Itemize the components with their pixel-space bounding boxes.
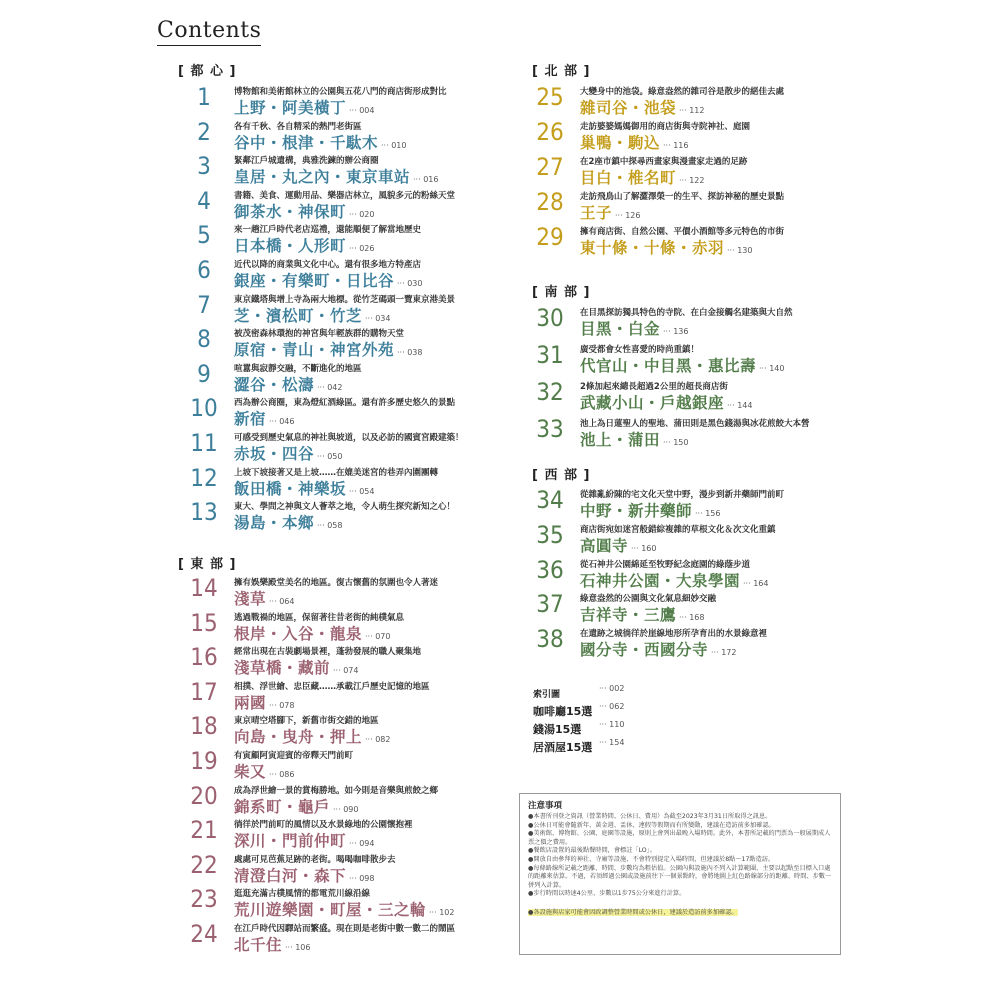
- entry-number: 24: [190, 920, 218, 948]
- notes-box: [519, 793, 841, 955]
- entry-area-name: 武藏小山・戶越銀座: [580, 394, 725, 412]
- entry-area-name: 荒川遊樂園・町屋・三之輪: [234, 901, 427, 919]
- entry-description: 成為浮世繪一景的賞梅勝地。如今則是音樂與煎餃之鄉: [234, 786, 439, 796]
- entry-number: 38: [536, 625, 564, 653]
- entry-description: 書籍、美食、運動用品、樂器店林立，風貌多元的粉絲天堂: [234, 191, 456, 201]
- page-title: Contents: [157, 18, 262, 43]
- entry-page-number: ··· 160: [631, 544, 657, 553]
- entry-number: 20: [190, 782, 218, 810]
- entry-page-number: ··· 070: [365, 632, 391, 641]
- index-label: 咖啡廳15選: [533, 705, 593, 718]
- entry-number: 32: [536, 378, 564, 406]
- entry-description: 上坡下坡接著又是上坡……在媲美迷宮的巷弄內圍團轉: [234, 468, 439, 478]
- section-heading-west: [ 西 部 ]: [532, 468, 591, 483]
- entry-page-number: ··· 042: [317, 383, 343, 392]
- note-item-highlight: ●各設施與店家可能會因政調整營業時間或公休日，建議於造訪前多加確認。: [528, 908, 738, 916]
- entry-description: 2條加起來總長超過2公里的超長商店街: [580, 382, 728, 392]
- entry-number: 29: [536, 223, 564, 251]
- entry-number: 5: [197, 221, 211, 249]
- entry-page-number: ··· 074: [333, 666, 359, 675]
- entry-page-number: ··· 140: [759, 364, 785, 373]
- entry-area-name: 巢鴨・駒込: [580, 134, 661, 152]
- entry-number: 15: [190, 609, 218, 637]
- entry-page-number: ··· 144: [727, 401, 753, 410]
- entry-page-number: ··· 102: [429, 908, 455, 917]
- entry-number: 17: [190, 678, 218, 706]
- entry-page-number: ··· 126: [615, 211, 641, 220]
- entry-page-number: ··· 030: [397, 279, 423, 288]
- entry-description: 大變身中的池袋。綠意盎然的雜司谷是散步的絕佳去處: [580, 87, 785, 97]
- entry-number: 31: [536, 341, 564, 369]
- entry-number: 34: [536, 486, 564, 514]
- entry-page-number: ··· 156: [695, 509, 721, 518]
- entry-area-name: 北千住: [234, 936, 283, 954]
- section-heading-central: [ 都 心 ]: [178, 64, 237, 79]
- entry-area-name: 東十條・十條・赤羽: [580, 239, 725, 257]
- entry-number: 12: [190, 464, 218, 492]
- entry-description: 東大、學問之神與文人薈萃之地，令人萌生探究新知之心！: [234, 502, 456, 512]
- entry-page-number: ··· 058: [317, 521, 343, 530]
- entry-page-number: ··· 136: [663, 327, 689, 336]
- notes-title: 注意事項: [528, 801, 563, 811]
- entry-area-name: 御茶水・神保町: [234, 203, 347, 221]
- entry-description: 商店街宛如迷宮般錯綜複雜的草根文化＆次文化重鎮: [580, 525, 776, 535]
- entry-description: 在2座市鎮中探尋西畫家與漫畫家走過的足跡: [580, 157, 748, 167]
- entry-description: 喧囂與寂靜交融，不斷進化的地區: [234, 364, 362, 374]
- entry-area-name: 池上・蒲田: [580, 431, 661, 449]
- note-item: ●美術館、博物館、公園、庭園等設施，原則上會列出最晚入場時間。此外，本書所記載的門票為一般展期成人票之價之費用。: [528, 830, 831, 846]
- entry-page-number: ··· 046: [269, 417, 295, 426]
- entry-number: 14: [190, 574, 218, 602]
- entry-number: 28: [536, 188, 564, 216]
- entry-number: 37: [536, 590, 564, 618]
- index-row-cafe[interactable]: [533, 700, 693, 718]
- entry-area-name: 赤坂・四谷: [234, 445, 315, 463]
- entry-area-name: 柴又: [234, 763, 267, 781]
- entry-description: 西為辦公商圈，東為燈紅酒綠區。還有許多歷史悠久的景點: [234, 398, 456, 408]
- note-item: ●公休日可能會隨新年、黃金週、盂休、連假等假期而有所變動，建議在造訪前多加確認。: [528, 821, 775, 829]
- entry-area-name: 芝・濱松町・竹芝: [234, 307, 363, 325]
- entry-area-name: 王子: [580, 204, 613, 222]
- entry-page-number: ··· 054: [349, 487, 375, 496]
- entry-area-name: 代官山・中目黑・惠比壽: [580, 357, 757, 375]
- entry-area-name: 深川・門前仲町: [234, 832, 347, 850]
- entry-page-number: ··· 090: [333, 805, 359, 814]
- entry-area-name: 目黑・白金: [580, 320, 661, 338]
- entry-number: 30: [536, 304, 564, 332]
- entry-area-name: 淺草橋・藏前: [234, 659, 331, 677]
- section-heading-east: [ 東 部 ]: [178, 557, 237, 572]
- entry-area-name: 清澄白河・森下: [234, 867, 347, 885]
- entry-number: 23: [190, 885, 218, 913]
- entry-description: 東京晴空塔腳下，新舊市街交錯的地區: [234, 716, 379, 726]
- entry-page-number: ··· 164: [743, 579, 769, 588]
- entry-number: 1: [197, 83, 211, 111]
- entry-page-number: ··· 038: [397, 348, 423, 357]
- entry-number: 11: [190, 429, 218, 457]
- entry-description: 在目黑探訪獨具特色的寺院、在白金接觸名建築與大自然: [580, 308, 793, 318]
- entry-area-name: 淺草: [234, 590, 267, 608]
- entry-number: 8: [197, 325, 211, 353]
- entry-description: 東京鐵塔與增上寺為兩大地標。從竹芝碼頭一覽東京港美景: [234, 295, 456, 305]
- entry-description: 被茂密森林環抱的神宮與年輕族群的購物天堂: [234, 329, 405, 339]
- entry-description: 逃過戰禍的地區，保留著往昔老街的純樸氣息: [234, 613, 405, 623]
- entry-description: 在江戶時代因驛站而繁盛。現在則是老街中數一數二的鬧區: [234, 924, 456, 934]
- section-heading-north: [ 北 部 ]: [532, 64, 591, 79]
- entry-page-number: ··· 050: [317, 452, 343, 461]
- entry-page-number: ··· 116: [663, 141, 689, 150]
- entry-description: 走訪飛鳥山了解澀澤榮一的生平、探訪神秘的歷史景點: [580, 192, 785, 202]
- entry-page-number: ··· 098: [349, 874, 375, 883]
- entry-description: 近代以降的商業與文化中心。還有很多地方特產店: [234, 260, 422, 270]
- entry-page-number: ··· 064: [269, 597, 295, 606]
- entry-description: 各有千秋、各自精采的熱門老街區: [234, 122, 362, 132]
- entry-number: 26: [536, 118, 564, 146]
- note-item: ●步行時間以時速4公里、步數以1步75公分來進行計算。: [528, 890, 686, 898]
- entry-area-name: 澀谷・松濤: [234, 376, 315, 394]
- entry-area-name: 谷中・根津・千駄木: [234, 134, 379, 152]
- entry-area-name: 吉祥寺・三鷹: [580, 606, 677, 624]
- entry-description: 徜徉於門前町的風情以及水景綠地的公園懷抱裡: [234, 820, 413, 830]
- note-item: ●每條路線所記載之距離、時間、步數均為粗估值。公園內與設施內不列入計算範圍，主要以起點至目標入口處的距離來估算。不過，若須經過公園或設施前往下一個景點時，會將地圖上紅色路線部分的距離、時間、步數一併列入計算。: [528, 864, 832, 889]
- entry-number: 22: [190, 851, 218, 879]
- entry-page-number: ··· 150: [663, 438, 689, 447]
- entry-description: 從石神井公園綿延至牧野紀念庭園的綠蔭步道: [580, 560, 751, 570]
- entry-number: 36: [536, 556, 564, 584]
- entry-description: 綠意盎然的公園與文化氣息細妙交融: [580, 594, 717, 604]
- entry-area-name: 銀座・有樂町・日比谷: [234, 272, 395, 290]
- index-page: ··· 062: [599, 702, 625, 711]
- note-item: ●餐飲店設置的最後點餐時間，會標註「LO」。: [528, 847, 656, 855]
- entry-number: 35: [536, 521, 564, 549]
- entry-area-name: 日本橋・人形町: [234, 237, 347, 255]
- entry-description: 廣受都會女性喜愛的時尚重鎮！: [580, 345, 700, 355]
- entry-number: 33: [536, 415, 564, 443]
- entry-description: 池上為日蓮聖人的聖地、蒲田則是黑色錢湯與冰花煎餃大本營: [580, 419, 810, 429]
- entry-description: 擁有娛樂殿堂美名的地區。復古懷舊的氛圍也令人著迷: [234, 578, 439, 588]
- entry-description: 經常出現在古裝劇場景裡，蓬勃發展的職人聚集地: [234, 647, 422, 657]
- entry-page-number: ··· 082: [365, 735, 391, 744]
- entry-page-number: ··· 010: [381, 141, 407, 150]
- entry-description: 可感受到歷史氣息的神社與坡道，以及必訪的國賓宮殿建築！: [234, 433, 464, 443]
- entry-number: 9: [197, 360, 211, 388]
- entry-page-number: ··· 086: [269, 770, 295, 779]
- entry-area-name: 上野・阿美橫丁: [234, 99, 347, 117]
- entry-description: 逛逛充滿古樸風情的都電荒川線沿線: [234, 889, 371, 899]
- entry-description: 有寅顧阿寅迎賓的帝釋天門前町: [234, 751, 354, 761]
- entry-description: 走訪婆婆媽媽御用的商店街與寺院神社、庭園: [580, 122, 751, 132]
- entry-page-number: ··· 122: [679, 176, 705, 185]
- entry-area-name: 錦系町・龜戶: [234, 798, 331, 816]
- entry-page-number: ··· 004: [349, 106, 375, 115]
- entry-area-name: 石神井公園・大泉學園: [580, 572, 741, 590]
- entry-page-number: ··· 112: [679, 106, 705, 115]
- entry-number: 27: [536, 153, 564, 181]
- entry-page-number: ··· 026: [349, 244, 375, 253]
- note-item: ●本書所刊登之資訊（營業時間、公休日、費用）為截至2023年3月31日所取得之訊息。: [528, 813, 772, 820]
- entry-area-name: 新宿: [234, 410, 267, 428]
- entry-page-number: ··· 094: [349, 839, 375, 848]
- entry-description: 來一趟江戶時代老店巡禮，還能順便了解當地歷史: [234, 225, 422, 235]
- entry-page-number: ··· 106: [285, 943, 311, 952]
- entry-page-number: ··· 020: [349, 210, 375, 219]
- index-row-sento[interactable]: [533, 718, 693, 736]
- entry-number: 7: [197, 291, 211, 319]
- entry-area-name: 兩國: [234, 694, 267, 712]
- index-label: 錢湯15選: [533, 723, 582, 736]
- entry-number: 4: [197, 187, 211, 215]
- entry-page-number: ··· 016: [413, 175, 439, 184]
- index-label: 索引圖: [533, 690, 561, 700]
- entry-area-name: 湯島・本鄉: [234, 514, 315, 532]
- entry-area-name: 目白・椎名町: [580, 169, 677, 187]
- entry-area-name: 皇居・丸之內・東京車站: [234, 168, 411, 186]
- entry-area-name: 根岸・入谷・龍泉: [234, 625, 363, 643]
- entry-number: 25: [536, 83, 564, 111]
- entry-area-name: 國分寺・西國分寺: [580, 641, 709, 659]
- entry-number: 21: [190, 816, 218, 844]
- index-page: ··· 002: [599, 684, 625, 693]
- entry-number: 3: [197, 152, 211, 180]
- entry-description: 博物館和美術館林立的公園與五花八門的商店街形成對比: [234, 87, 447, 97]
- entry-page-number: ··· 078: [269, 701, 295, 710]
- entry-number: 2: [197, 118, 211, 146]
- entry-number: 13: [190, 498, 218, 526]
- entry-area-name: 中野・新井藥師: [580, 502, 693, 520]
- index-row-map[interactable]: [533, 682, 693, 700]
- entry-page-number: ··· 034: [365, 314, 391, 323]
- entry-description: 擁有商店街、自然公園、平價小酒館等多元特色的市街: [580, 227, 785, 237]
- entry-area-name: 向島・曳舟・押上: [234, 728, 363, 746]
- entry-description: 緊鄰江戶城遺構，典雅洗鍊的辦公商圈: [234, 156, 379, 166]
- index-page: ··· 154: [599, 738, 625, 747]
- entry-page-number: ··· 172: [711, 648, 737, 657]
- entry-description: 處處可見芭蕉足跡的老街。喝喝咖啡散步去: [234, 855, 396, 865]
- index-page: ··· 110: [599, 720, 625, 729]
- entry-page-number: ··· 168: [679, 613, 705, 622]
- note-item: ●開放自由參拜的神社、寺廟等設施，不會特別提定入場時間，但建議於8點～17點造訪。: [528, 855, 775, 863]
- index-row-izakaya[interactable]: [533, 736, 693, 754]
- entry-description: 從雜亂紛陳的宅文化天堂中野，漫步到新井藥師門前町: [580, 490, 785, 500]
- index-list: [533, 682, 693, 754]
- entry-number: 19: [190, 747, 218, 775]
- entry-description: 在遺跡之城徜徉於崖線地形所孕育出的水景綠意裡: [580, 629, 768, 639]
- entry-area-name: 原宿・青山・神宮外苑: [234, 341, 395, 359]
- entry-area-name: 雜司谷・池袋: [580, 99, 677, 117]
- entry-number: 6: [197, 256, 211, 284]
- entry-page-number: ··· 130: [727, 246, 753, 255]
- entry-area-name: 高圓寺: [580, 537, 629, 555]
- entry-number: 16: [190, 643, 218, 671]
- entry-description: 相撲、浮世繪、忠臣藏……承載江戶歷史記憶的地區: [234, 682, 430, 692]
- entry-area-name: 飯田橋・神樂坂: [234, 480, 347, 498]
- entry-number: 18: [190, 712, 218, 740]
- entry-number: 10: [190, 394, 218, 422]
- section-heading-south: [ 南 部 ]: [532, 285, 591, 300]
- index-label: 居酒屋15選: [533, 741, 593, 754]
